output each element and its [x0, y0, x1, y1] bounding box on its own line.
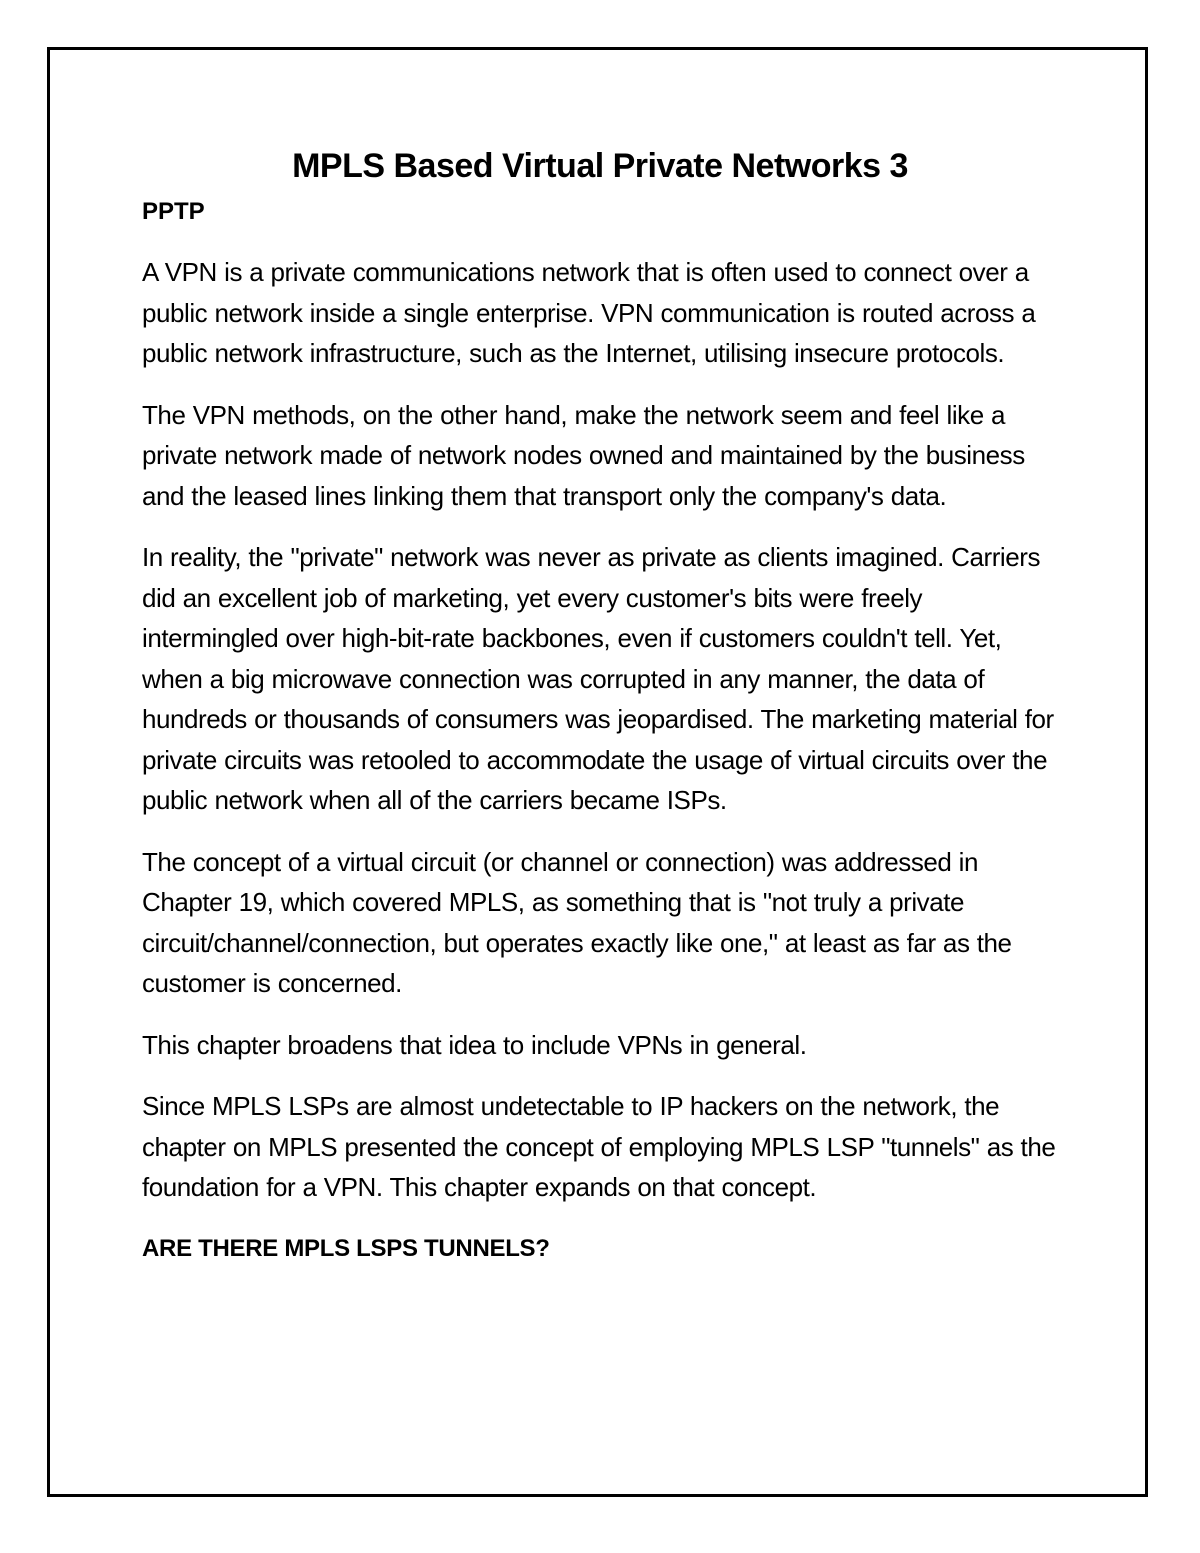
paragraph-4: The concept of a virtual circuit (or channel or connection) was addressed in Chapter 19, which covered MPLS, as something that is "not truly a private circuit/channel/connection, but operates exactly like one," at least as far as the customer is concerned. [142, 846, 1012, 998]
paragraph-1: A VPN is a private communications network that is often used to connect over a public network inside a single enterprise. VPN communication is routed across a public network infrastructure, such as the Internet, utilising insecure protocols. [142, 257, 1036, 368]
paragraph-5: This chapter broadens that idea to include VPNs in general. [142, 1029, 807, 1060]
section-subheading: PPTP [142, 198, 205, 225]
document-body [142, 192, 1057, 1269]
paragraph-2: The VPN methods, on the other hand, make the network seem and feel like a private network made of network nodes owned and maintained by the business and the leased lines linking them that transport only the company's data. [142, 399, 1025, 511]
document-title: MPLS Based Virtual Private Networks 3 [292, 147, 908, 185]
paragraph-3: In reality, the "private" network was never as private as clients imagined. Carriers did an excellent job of marketing, yet every customer's bits were freely intermingled over high-bit-rate backbones, even if customers couldn't tell. Yet, when a big microwave connection was corrupted in any manner, the data of hundreds or thousands of consumers was jeopardised. The marketing material for private circuits was retooled to accommodate the usage of virtual circuits over the public network when all of the carriers became ISPs. [142, 542, 1054, 815]
paragraph-6: Since MPLS LSPs are almost undetectable to IP hackers on the network, the chapter on MPLS presented the concept of employing MPLS LSP "tunnels" as the foundation for a VPN. This chapter expands on that concept. [142, 1091, 1056, 1202]
closing-heading: ARE THERE MPLS LSPS TUNNELS? [142, 1234, 550, 1262]
